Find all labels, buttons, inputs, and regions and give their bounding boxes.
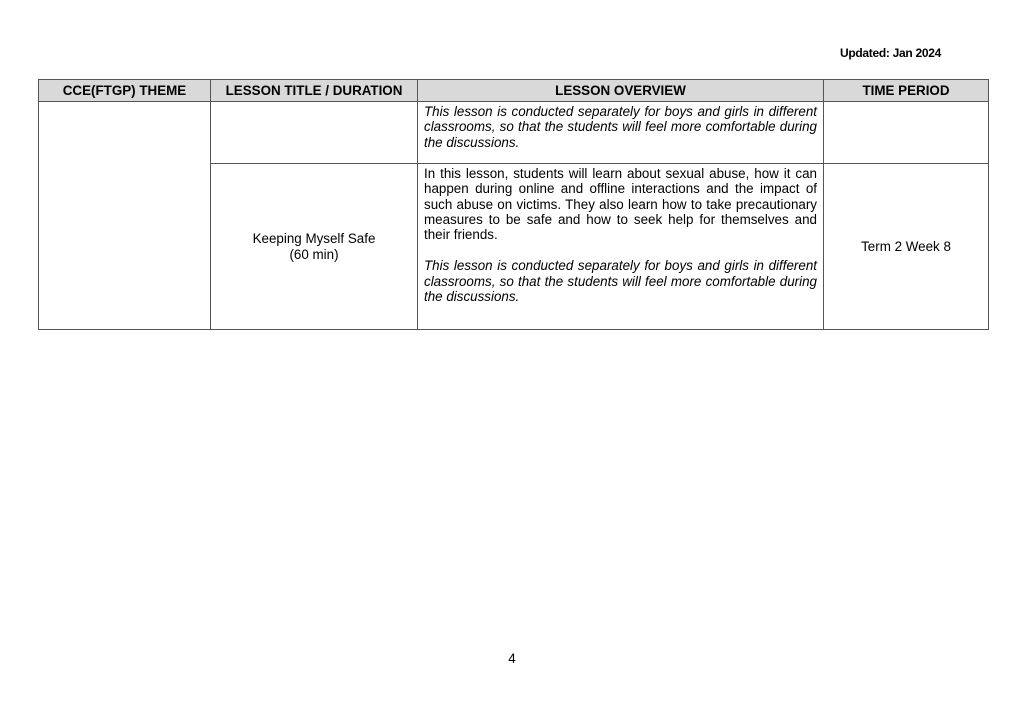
overview-cell: [418, 164, 824, 330]
period-cell: [824, 102, 989, 164]
overview-note: This lesson is conducted separately for boys and girls in different classrooms, so that the students will feel more comfortable during the discussions.: [424, 258, 817, 305]
theme-cell: [39, 102, 211, 330]
table-header-row: [39, 80, 989, 102]
lesson-title: Keeping Myself Safe: [252, 231, 376, 247]
page-number: 4: [508, 651, 516, 666]
lesson-table: [38, 79, 989, 330]
overview-note: This lesson is conducted separately for boys and girls in different classrooms, so that the students will feel more comfortable during the discussions.: [424, 104, 817, 150]
title-cell: [211, 164, 418, 330]
table-row: [39, 102, 989, 164]
column-header-title: LESSON TITLE / DURATION: [211, 80, 418, 102]
overview-cell: [418, 102, 824, 164]
overview-text: In this lesson, students will learn about sexual abuse, how it can happen during online and offline interactions and the impact of such abuse on victims. They also learn how to take precautionary measures to be safe and how to seek help for themselves and their friends.: [424, 166, 817, 243]
period-cell: Term 2 Week 8: [824, 164, 989, 330]
column-header-period: TIME PERIOD: [824, 80, 989, 102]
lesson-duration: (60 min): [289, 246, 339, 262]
updated-date: Updated: Jan 2024: [840, 46, 941, 60]
title-cell: [211, 102, 418, 164]
column-header-theme: CCE(FTGP) THEME: [39, 80, 211, 102]
column-header-overview: LESSON OVERVIEW: [418, 80, 824, 102]
